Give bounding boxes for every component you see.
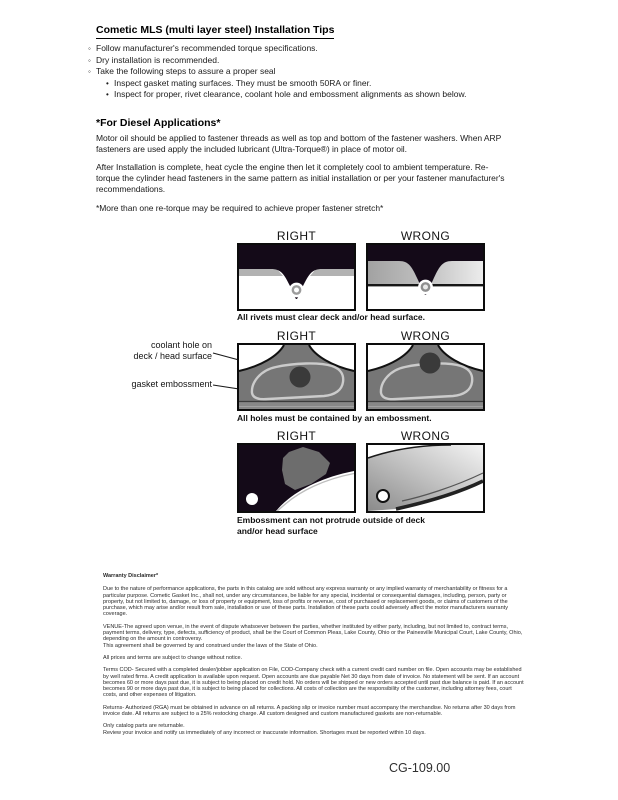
protrusion-right-diagram (237, 443, 356, 513)
circle-bullet-icon: ◦ (88, 67, 91, 76)
retorque-paragraph: After Installation is complete, heat cycle the engine then let it completely cool to ambient temperature. Re-torque the cylinder head fasteners in the same pattern as initial installation or per your fastener manufacturer's recommendations. (96, 162, 505, 194)
page-title: Cometic MLS (multi layer steel) Installation Tips (96, 24, 334, 39)
coolant-hole-annotation: coolant hole on deck / head surface (133, 340, 212, 361)
disclaimer-paragraph: Due to the nature of performance applications, the parts in this catalog are sold without any express warranty or any implied warranty of merchantability or fitness for a particular purpose. Cometic Gasket Inc., shall not, under any circumstances, be liable for any special, incidental or consequential damages, including, person, party or property, but not limited to, damage, or loss of property or equipment, loss of profits or revenue, cost of purchased or replacement goods, or claims of customers of the purchase, which may arise and/or result from sale, installation or use of these parts. Installation of these parts could adversely affect the motor manufacturers warranty coverage. (103, 586, 508, 618)
rivet-wrong-illustration (366, 243, 485, 311)
diesel-applications-heading: *For Diesel Applications* (96, 117, 221, 129)
wrong-label: WRONG (400, 329, 451, 343)
protrusion-wrong-illustration (366, 443, 485, 513)
installation-tips-list (88, 43, 618, 101)
rivet-right-illustration (237, 243, 356, 311)
disclaimer-paragraph: Returns- Authorized (RGA) must be obtained in advance on all returns. A packing slip or invoice number must accompany the merchandise. No returns after 30 days from invoice date. All returns are subject to a 25% restocking charge. All custom designed and custom manufactured gaskets are non-returnable. (103, 704, 516, 718)
disclaimer-paragraph: Only catalog parts are returnable. (103, 723, 185, 730)
holes-caption: All holes must be contained by an embossment. (237, 413, 432, 423)
right-label: RIGHT (276, 229, 317, 243)
right-label: RIGHT (276, 429, 317, 443)
fastener-stretch-note: *More than one re-torque may be required to achieve proper fastener stretch* (96, 203, 384, 213)
disclaimer-paragraph: This agreement shall be governed by and construed under the laws of the State of Ohio. (103, 642, 318, 649)
tip-sub-item: • Inspect gasket mating surfaces. They must be smooth 50RA or finer. (106, 77, 372, 88)
warranty-disclaimer (103, 573, 524, 736)
protrusion-right-illustration (237, 443, 356, 513)
rivet-right-diagram (237, 243, 356, 311)
embossment-wrong-diagram (366, 343, 485, 411)
disclaimer-paragraph: Review your invoice and notify us immediately of any incorrect or inaccurate information. Shortages must be reported within 10 days. (103, 729, 426, 736)
rivet-wrong-diagram (366, 243, 485, 311)
tip-item: ◦ Follow manufacturer's recommended torque specifications. (88, 43, 318, 53)
embossment-right-diagram (237, 343, 356, 411)
embossment-wrong-illustration (366, 343, 485, 411)
tip-item: ◦ Take the following steps to assure a proper seal (88, 66, 276, 76)
wrong-label: WRONG (400, 429, 451, 443)
circle-bullet-icon: ◦ (88, 55, 91, 65)
wrong-label: WRONG (400, 229, 451, 243)
disclaimer-paragraph: VENUE-The agreed upon venue, in the event of dispute whatsoever between the parties, whether instituted by either party, including, but not limited to, contract terms, payment terms, delivery, type, defects, sufficiency of product, shall be the Court of Common Pleas, Lake County, Ohio or the Painesville Municipal Court, Lake County, Ohio, depending on the amount in controversy. (103, 623, 523, 643)
diesel-paragraph: Motor oil should be applied to fastener threads as well as top and bottom of the fastener washers. When ARP fasteners are used apply the included lubricant (Ultra-Torque®) in place of motor oil. (96, 133, 502, 154)
document-code: CG-109.00 (389, 761, 451, 775)
disclaimer-paragraph: Terms COD- Secured with a completed dealer/jobber application on File, COD-Company check with a current credit card number on file. Open accounts may be established by well rated firms. A credit application is available upon request. Open accounts are due payable Net 30 days from date of invoice. No statement will be sent. If an account becomes 60 or more days past due, it is subject to being placed on credit hold. No orders will be shipped or new orders accepted until past due balance is paid. If an account becomes 90 or more days past due, it is subject to being placed for collections. All costs of collection are the responsibility of the customer, including attorney fees, court costs, and other expenses of litigation. (103, 667, 524, 699)
rivet-caption: All rivets must clear deck and/or head surface. (237, 312, 426, 322)
disclaimer-paragraph: All prices and terms are subject to change without notice. (103, 654, 243, 661)
tip-sub-item: • Inspect for proper, rivet clearance, coolant hole and embossment alignments as shown below. (106, 89, 467, 99)
circle-bullet-icon: ◦ (88, 44, 91, 53)
protrusion-caption: Embossment can not protrude outside of deck and/or head surface (237, 515, 425, 536)
disclaimer-heading: Warranty Disclaimer* (103, 573, 159, 579)
tip-item: ◦ Dry installation is recommended. (88, 54, 220, 65)
protrusion-wrong-diagram (366, 443, 485, 513)
right-label: RIGHT (276, 329, 317, 343)
gasket-embossment-annotation: gasket embossment (131, 379, 212, 389)
embossment-right-illustration (237, 343, 356, 411)
dot-bullet-icon: • (106, 78, 109, 88)
dot-bullet-icon: • (106, 90, 109, 99)
